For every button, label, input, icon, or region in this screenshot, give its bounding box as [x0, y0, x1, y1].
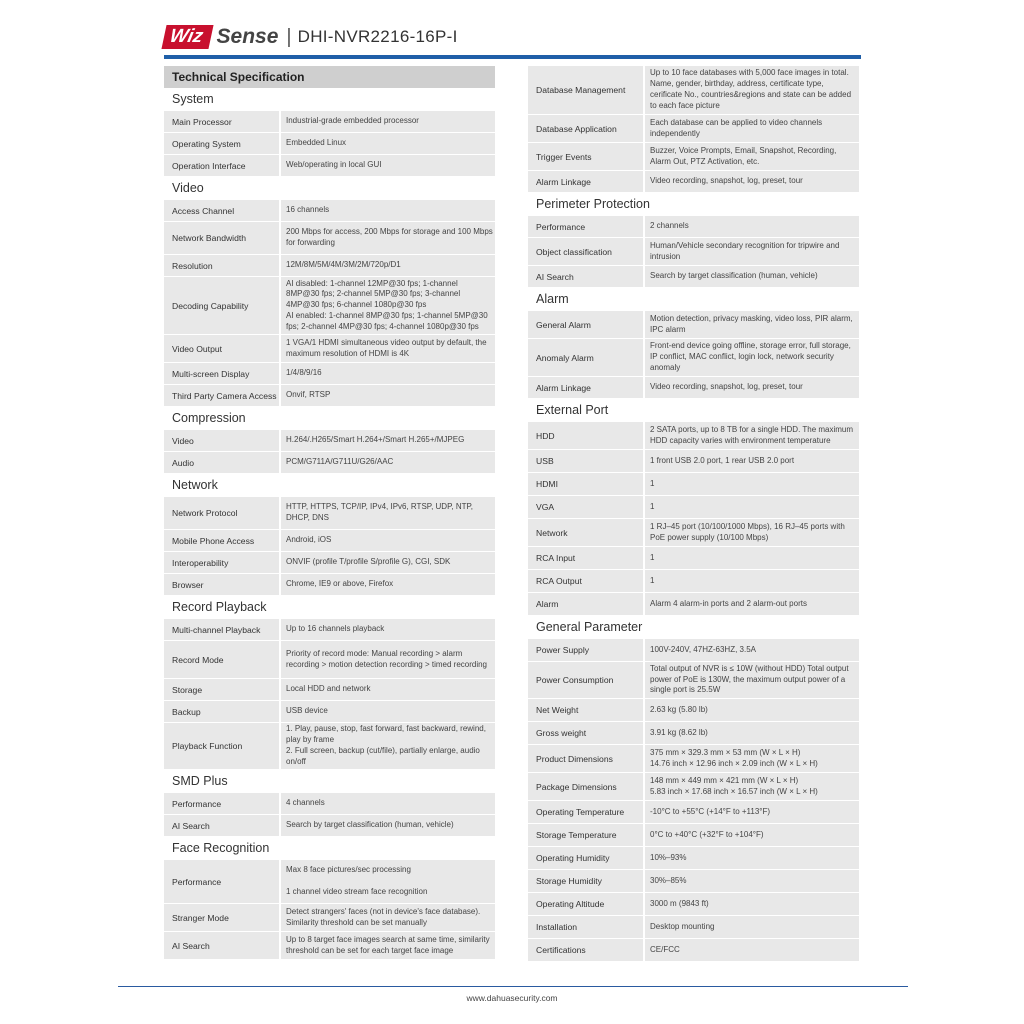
- spec-label: Record Mode: [164, 641, 279, 678]
- spec-label: Stranger Mode: [164, 904, 279, 931]
- spec-row: [528, 422, 859, 449]
- spec-label: HDD: [528, 422, 643, 449]
- spec-label: Operation Interface: [164, 155, 279, 176]
- spec-label: Third Party Camera Access: [164, 385, 279, 406]
- spec-row: [164, 904, 495, 931]
- spec-value: Max 8 face pictures/sec processing 1 channel video stream face recognition: [281, 860, 495, 903]
- spec-row: [528, 473, 859, 495]
- spec-label: Operating Humidity: [528, 847, 643, 869]
- spec-row: [528, 593, 859, 615]
- wizsense-logo: [164, 25, 278, 49]
- spec-value: 0°C to +40°C (+32°F to +104°F): [645, 824, 859, 846]
- spec-value: AI disabled: 1-channel 12MP@30 fps; 1-channel 8MP@30 fps; 2-channel 5MP@30 fps; 3-channel 4MP@30 fps; 6-channel 1080p@30 fps AI enabled: 1-channel 8MP@30 fps; 1-channel 5MP@30 fps; 2-channel 4MP@30 fps; 4-channel 1080p@30 fps: [281, 277, 495, 334]
- spec-label: Storage Humidity: [528, 870, 643, 892]
- spec-label: Product Dimensions: [528, 745, 643, 772]
- footer-rule: [118, 986, 908, 987]
- spec-value: Desktop mounting: [645, 916, 859, 938]
- spec-value: 1. Play, pause, stop, fast forward, fast backward, rewind, play by frame 2. Full screen, backup (cut/file), partially enlarge, audio on/off: [281, 723, 495, 769]
- spec-label: Interoperability: [164, 552, 279, 573]
- spec-value: Chrome, IE9 or above, Firefox: [281, 574, 495, 595]
- spec-row: [164, 155, 495, 176]
- spec-value: Video recording, snapshot, log, preset, tour: [645, 377, 859, 398]
- spec-row: [528, 801, 859, 823]
- spec-label: Resolution: [164, 255, 279, 276]
- spec-value: 1: [645, 496, 859, 518]
- spec-row: [528, 916, 859, 938]
- spec-label: Alarm Linkage: [528, 171, 643, 192]
- spec-value: 12M/8M/5M/4M/3M/2M/720p/D1: [281, 255, 495, 276]
- spec-row: [528, 171, 859, 192]
- spec-row: [164, 860, 495, 903]
- header-rule: [164, 55, 861, 59]
- spec-value: 375 mm × 329.3 mm × 53 mm (W × L × H) 14.76 inch × 12.96 inch × 2.09 inch (W × L × H): [645, 745, 859, 772]
- spec-row: [528, 339, 859, 376]
- spec-value: Video recording, snapshot, log, preset, tour: [645, 171, 859, 192]
- spec-value: Each database can be applied to video channels independently: [645, 115, 859, 142]
- spec-row: [528, 870, 859, 892]
- spec-value: Up to 10 face databases with 5,000 face images in total. Name, gender, birthday, address, certificate type, cerificate No., countries&regions and state can be added to each face picture: [645, 66, 859, 114]
- section-heading-perimeter-protection: Perimeter Protection: [536, 197, 650, 211]
- spec-row: [528, 519, 859, 546]
- spec-row: [528, 773, 859, 800]
- spec-value: Up to 16 channels playback: [281, 619, 495, 640]
- spec-label: Alarm Linkage: [528, 377, 643, 398]
- spec-row: [528, 745, 859, 772]
- spec-value: -10°C to +55°C (+14°F to +113°F): [645, 801, 859, 823]
- spec-row: [528, 496, 859, 518]
- spec-label: Mobile Phone Access: [164, 530, 279, 551]
- spec-row: [164, 815, 495, 836]
- spec-value: Android, iOS: [281, 530, 495, 551]
- spec-label: AI Search: [528, 266, 643, 287]
- spec-value: USB device: [281, 701, 495, 722]
- spec-label: Certifications: [528, 939, 643, 961]
- spec-label: VGA: [528, 496, 643, 518]
- spec-value: 2 SATA ports, up to 8 TB for a single HDD. The maximum HDD capacity varies with environment temperature: [645, 422, 859, 449]
- spec-value: Human/Vehicle secondary recognition for tripwire and intrusion: [645, 238, 859, 265]
- spec-row: [528, 939, 859, 961]
- spec-value: 1: [645, 570, 859, 592]
- spec-value: 200 Mbps for access, 200 Mbps for storage and 100 Mbps for forwarding: [281, 222, 495, 254]
- spec-row: [164, 133, 495, 154]
- spec-row: [164, 701, 495, 722]
- spec-label: Performance: [164, 793, 279, 814]
- spec-row: [528, 847, 859, 869]
- spec-label: Anomaly Alarm: [528, 339, 643, 376]
- spec-value: H.264/.H265/Smart H.264+/Smart H.265+/MJPEG: [281, 430, 495, 451]
- spec-row: [164, 932, 495, 959]
- spec-value: 30%–85%: [645, 870, 859, 892]
- spec-row: [164, 530, 495, 551]
- spec-row: [528, 311, 859, 338]
- spec-value: Front-end device going offline, storage error, full storage, IP conflict, MAC conflict, login lock, network security anomaly: [645, 339, 859, 376]
- spec-label: Operating System: [164, 133, 279, 154]
- spec-row: [528, 216, 859, 237]
- spec-value: 3000 m (9843 ft): [645, 893, 859, 915]
- spec-label: USB: [528, 450, 643, 472]
- section-heading-smd-plus: SMD Plus: [172, 774, 228, 788]
- spec-label: Operating Altitude: [528, 893, 643, 915]
- spec-value: Onvif, RTSP: [281, 385, 495, 406]
- spec-label: Main Processor: [164, 111, 279, 132]
- left-column: [164, 66, 495, 960]
- spec-row: [528, 824, 859, 846]
- spec-label: Gross weight: [528, 722, 643, 744]
- spec-label: Performance: [164, 860, 279, 903]
- right-column: [528, 66, 859, 962]
- spec-label: Browser: [164, 574, 279, 595]
- section-heading-system: System: [172, 92, 214, 106]
- spec-row: [528, 570, 859, 592]
- spec-value: Web/operating in local GUI: [281, 155, 495, 176]
- spec-value: Buzzer, Voice Prompts, Email, Snapshot, Recording, Alarm Out, PTZ Activation, etc.: [645, 143, 859, 170]
- spec-row: [528, 238, 859, 265]
- spec-row: [164, 430, 495, 451]
- spec-label: Power Consumption: [528, 662, 643, 698]
- spec-row: [164, 641, 495, 678]
- section-heading-record-playback: Record Playback: [172, 600, 267, 614]
- spec-value: 148 mm × 449 mm × 421 mm (W × L × H) 5.83 inch × 17.68 inch × 16.57 inch (W × L × H): [645, 773, 859, 800]
- spec-row: [528, 699, 859, 721]
- section-heading-face-recognition: Face Recognition: [172, 841, 270, 855]
- spec-value: Embedded Linux: [281, 133, 495, 154]
- spec-label: General Alarm: [528, 311, 643, 338]
- section-heading-general-parameter: General Parameter: [536, 620, 643, 634]
- spec-value: 1 RJ–45 port (10/100/1000 Mbps), 16 RJ–45 ports with PoE power supply (10/100 Mbps): [645, 519, 859, 546]
- spec-label: Database Application: [528, 115, 643, 142]
- spec-label: Database Management: [528, 66, 643, 114]
- spec-row: [164, 679, 495, 700]
- spec-label: RCA Input: [528, 547, 643, 569]
- spec-value: 10%–93%: [645, 847, 859, 869]
- spec-value: Detect strangers' faces (not in device's face database). Similarity threshold can be set manually: [281, 904, 495, 931]
- section-heading-alarm: Alarm: [536, 292, 569, 306]
- spec-row: [164, 385, 495, 406]
- spec-value: 100V-240V, 47HZ-63HZ, 3.5A: [645, 639, 859, 661]
- spec-value: 2 channels: [645, 216, 859, 237]
- spec-label: Package Dimensions: [528, 773, 643, 800]
- spec-row: [164, 574, 495, 595]
- spec-value: 1/4/8/9/16: [281, 363, 495, 384]
- spec-label: Object classification: [528, 238, 643, 265]
- spec-label: Multi-screen Display: [164, 363, 279, 384]
- spec-row: [528, 377, 859, 398]
- spec-label: AI Search: [164, 932, 279, 959]
- spec-value: 16 channels: [281, 200, 495, 221]
- spec-value: 3.91 kg (8.62 lb): [645, 722, 859, 744]
- spec-value: Up to 8 target face images search at same time, similarity threshold can be set for each target face image: [281, 932, 495, 959]
- spec-row: [164, 335, 495, 362]
- spec-row: [164, 277, 495, 334]
- spec-label: Alarm: [528, 593, 643, 615]
- spec-label: Power Supply: [528, 639, 643, 661]
- spec-label: RCA Output: [528, 570, 643, 592]
- spec-row: [164, 497, 495, 529]
- spec-label: Video: [164, 430, 279, 451]
- footer-url: www.dahuasecurity.com: [466, 993, 558, 1003]
- spec-row: [528, 722, 859, 744]
- logo-sense: Sense: [216, 25, 279, 48]
- section-heading-external-port: External Port: [536, 403, 609, 417]
- spec-label: Video Output: [164, 335, 279, 362]
- spec-value: Priority of record mode: Manual recording > alarm recording > motion detection recording > timed recording: [281, 641, 495, 678]
- spec-value: 2.63 kg (5.80 lb): [645, 699, 859, 721]
- spec-row: [164, 793, 495, 814]
- spec-label: Decoding Capability: [164, 277, 279, 334]
- spec-row: [164, 619, 495, 640]
- spec-label: Backup: [164, 701, 279, 722]
- section-heading-network: Network: [172, 478, 218, 492]
- spec-label: Access Channel: [164, 200, 279, 221]
- spec-value: Search by target classification (human, vehicle): [281, 815, 495, 836]
- spec-label: Network Bandwidth: [164, 222, 279, 254]
- spec-value: Motion detection, privacy masking, video loss, PIR alarm, IPC alarm: [645, 311, 859, 338]
- spec-label: Trigger Events: [528, 143, 643, 170]
- section-heading-compression: Compression: [172, 411, 246, 425]
- spec-row: [528, 66, 859, 114]
- spec-row: [164, 222, 495, 254]
- spec-label: Audio: [164, 452, 279, 473]
- spec-value: Industrial-grade embedded processor: [281, 111, 495, 132]
- spec-label: Network: [528, 519, 643, 546]
- spec-label: Net Weight: [528, 699, 643, 721]
- spec-label: Storage: [164, 679, 279, 700]
- spec-row: [164, 255, 495, 276]
- spec-label: Multi-channel Playback: [164, 619, 279, 640]
- spec-label: Playback Function: [164, 723, 279, 769]
- spec-row: [164, 452, 495, 473]
- logo-wiz: Wiz: [161, 25, 213, 49]
- spec-row: [528, 893, 859, 915]
- spec-row: [528, 266, 859, 287]
- spec-value: Search by target classification (human, vehicle): [645, 266, 859, 287]
- page-header: [164, 22, 458, 52]
- spec-label: AI Search: [164, 815, 279, 836]
- spec-value: 1 front USB 2.0 port, 1 rear USB 2.0 port: [645, 450, 859, 472]
- spec-row: [528, 662, 859, 698]
- spec-row: [164, 200, 495, 221]
- spec-row: [164, 111, 495, 132]
- spec-label: Storage Temperature: [528, 824, 643, 846]
- spec-value: Alarm 4 alarm-in ports and 2 alarm-out ports: [645, 593, 859, 615]
- spec-row: [528, 115, 859, 142]
- spec-row: [528, 450, 859, 472]
- spec-value: Local HDD and network: [281, 679, 495, 700]
- spec-value: 1 VGA/1 HDMI simultaneous video output by default, the maximum resolution of HDMI is 4K: [281, 335, 495, 362]
- spec-row: [528, 547, 859, 569]
- spec-value: ONVIF (profile T/profile S/profile G), CGI, SDK: [281, 552, 495, 573]
- spec-row: [164, 363, 495, 384]
- spec-label: Installation: [528, 916, 643, 938]
- model-name: DHI-NVR2216-16P-I: [297, 27, 458, 46]
- spec-label: HDMI: [528, 473, 643, 495]
- spec-row: [528, 143, 859, 170]
- spec-label: Operating Temperature: [528, 801, 643, 823]
- spec-value: 1: [645, 473, 859, 495]
- header-separator: |: [286, 25, 292, 48]
- spec-value: 1: [645, 547, 859, 569]
- spec-row: [528, 639, 859, 661]
- spec-value: CE/FCC: [645, 939, 859, 961]
- spec-value: Total output of NVR is ≤ 10W (without HDD) Total output power of PoE is 130W, the maximum output power of a single port is 25.5W: [645, 662, 859, 698]
- spec-value: HTTP, HTTPS, TCP/IP, IPv4, IPv6, RTSP, UDP, NTP, DHCP, DNS: [281, 497, 495, 529]
- spec-value: 4 channels: [281, 793, 495, 814]
- spec-row: [164, 552, 495, 573]
- spec-title: Technical Specification: [164, 66, 495, 88]
- spec-label: Network Protocol: [164, 497, 279, 529]
- spec-label: Performance: [528, 216, 643, 237]
- spec-row: [164, 723, 495, 769]
- spec-value: PCM/G711A/G711U/G26/AAC: [281, 452, 495, 473]
- section-heading-video: Video: [172, 181, 204, 195]
